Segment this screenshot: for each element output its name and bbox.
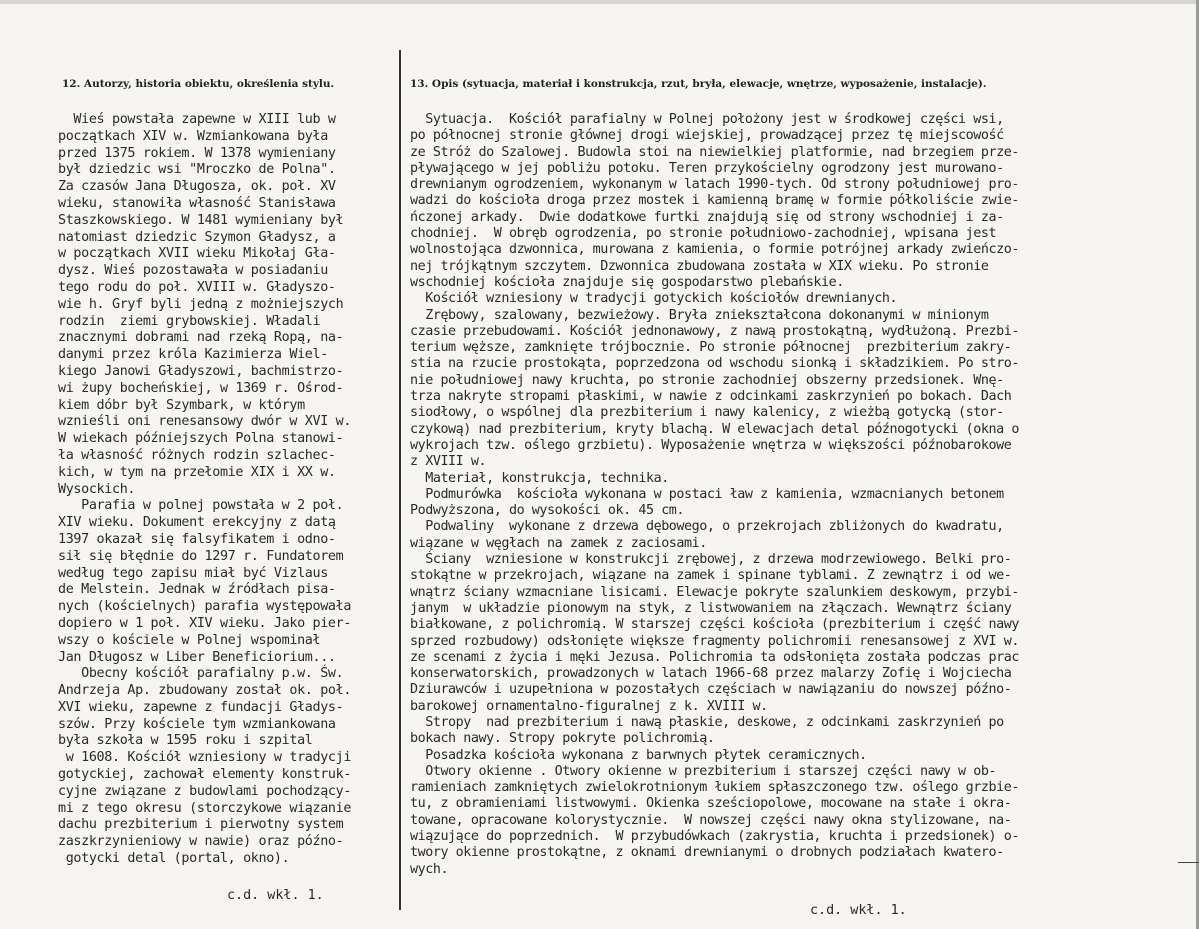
description-text-line: wnątrz ściany wzmacniane lisicami. Elewacje pokryte szalunkiem deskowym, przybi- xyxy=(410,584,1019,600)
description-text-line: wiązane w węgłach na zamek z zaciosami. xyxy=(410,535,707,551)
history-text-line: Za czasów Jana Długosza, ok. poł. XV xyxy=(58,179,336,195)
history-text-line: w 1608. Kościół wzniesiony w tradycji xyxy=(58,750,352,766)
scan-edge-top xyxy=(0,0,1199,4)
description-text-line: z XVIII w. xyxy=(410,454,487,470)
history-text-line: ła własność różnych rodzin szlachec- xyxy=(58,447,336,463)
history-text-line: XVI wieku, zapewne z fundacji Gładys- xyxy=(58,699,344,715)
continuation-note-left: c.d. wkł. 1. xyxy=(227,888,324,903)
description-text-line: sprzed rozbudowy) odsłonięte większe fragmenty polichromii renesansowej z XVI w. xyxy=(410,633,1019,649)
history-text-line: mi z tego okresu (storczykowe wiązanie xyxy=(58,800,352,816)
history-text-line: zaszkrzynieniowy w nawie) oraz późno- xyxy=(58,834,344,850)
history-text-line: Obecny kościół parafialny p.w. Św. xyxy=(58,666,344,682)
history-text-line: de Melstein. Jednak w źródłach pisa- xyxy=(58,582,336,598)
history-text-line: W wiekach późniejszych Polna stanowi- xyxy=(58,431,344,447)
history-text-line: Andrzeja Ap. zbudowany został ok. poł. xyxy=(58,683,352,699)
description-text-line: siodłowy, o wspólnej dla prezbiterium i nawy kalenicy, z wieżbą gotycką (stor- xyxy=(410,405,1004,421)
description-text-line: Stropy nad prezbiterium i nawą płaskie, deskowe, z odcinkami zaskrzynień po xyxy=(410,714,1004,730)
description-text-line: stokątne w przekrojach, wiązane na zamek i spinane tyblami. Z zewnątrz i od we- xyxy=(410,568,1012,584)
description-text-line: konserwatorskich, prowadzonych w latach 1966-68 przez malarzy Zofię i Wojciecha xyxy=(410,666,1012,682)
history-text-line: kiem dóbr był Szymbark, w którym xyxy=(58,397,305,413)
history-text-line: szów. Przy kościele tym wzmiankowana xyxy=(58,716,336,732)
description-text-line: Kościół wzniesiony w tradycji gotyckich kościołów drewnianych. xyxy=(410,291,898,307)
history-text-line: natomiast dziedzic Szymon Gładysz, a xyxy=(58,229,336,245)
section-13-heading: 13. Opis (sytuacja, materiał i konstrukcja, rzut, bryła, elewacje, wnętrze, wyposażenie, instalacje). xyxy=(410,78,987,90)
description-text-line: terium węższe, zamknięte trójbocznie. Po stronie północnej prezbiterium zakry- xyxy=(410,340,1012,356)
history-text-line: Staszkowskiego. W 1481 wymieniany był xyxy=(58,212,344,228)
history-text-line: wie h. Gryf byli jedną z możniejszych xyxy=(58,296,344,312)
description-text-line: wolnostojąca dzwonnica, murowana z kamienia, o formie potrójnej arkady zwieńczo- xyxy=(410,242,1019,258)
history-text-line: według tego zapisu miał być Vizlaus xyxy=(58,565,328,581)
description-text-line: Materiał, konstrukcja, technika. xyxy=(410,470,669,486)
description-text-line: wadzi do kościoła droga przez mostek i kamienną bramę w formie półkoliście zwie- xyxy=(410,193,1019,209)
description-text-line: nej trójkątnym szczytem. Dzwonnica zbudowana została w XIX wieku. Po stronie xyxy=(410,258,989,274)
history-text-line: XIV wieku. Dokument erekcyjny z datą xyxy=(58,515,336,531)
history-text-line: Wieś powstała zapewne w XIII lub w xyxy=(58,112,336,127)
description-text-line: nie południowej nawy kruchta, po stronie zachodniej obszerny przedsionek. Wnę- xyxy=(410,372,1004,388)
history-text-line: początkach XIV w. Wzmiankowana była xyxy=(58,128,328,144)
description-text-line: twory okienne prostokątne, z oknami drewnianymi o drobnych podziałach kwatero- xyxy=(410,845,1004,861)
description-text-line: Dziurawców i uzupełniona w pozostałych częściach w nawiązaniu do nowszej późno- xyxy=(410,682,1012,698)
history-text-line: sił się błędnie do 1297 r. Fundatorem xyxy=(58,548,344,564)
history-text-line: rodzin ziemi grybowskiej. Władali xyxy=(58,313,321,329)
history-text-line: cyjne związane z budowlami pochodzący- xyxy=(58,783,352,799)
history-text-line: gotyckiej, zachował elementy konstruk- xyxy=(58,767,352,783)
description-text-line: barokowej ornamentalno-figuralnej z k. XVIII w. xyxy=(410,698,768,714)
history-text-line: był dziedzic wsi "Mroczko de Polna". xyxy=(58,162,336,178)
description-text-line: Otwory okienne . Otwory okienne w prezbiterium i starszej części nawy w ob- xyxy=(410,763,997,779)
section-12-heading: 12. Autorzy, historia obiektu, określenia stylu. xyxy=(62,78,335,90)
history-text-line: znacznymi dobrami nad rzeką Ropą, na- xyxy=(58,330,344,346)
history-text-line: dopiero w 1 poł. XIV wieku. Jako pier- xyxy=(58,615,352,631)
history-text-line: wznieśli oni renesansowy dwór w XVI w. xyxy=(58,414,352,430)
description-text-line: ńczonej arkady. Dwie dodatkowe furtki znajdują się od strony wschodniej i za- xyxy=(410,209,1004,225)
description-text-line: drewnianym ogrodzeniem, wykonanym w latach 1990-tych. Od strony południowej pro- xyxy=(410,177,1019,193)
description-text-line: pływającego w jej pobliżu potoku. Teren przykościelny ogrodzony jest murowano- xyxy=(410,160,1004,176)
history-text-line: danymi przez króla Kazimierza Wiel- xyxy=(58,347,328,363)
history-text-line: tego rodu do poł. XVIII w. Gładyszo- xyxy=(58,279,336,295)
history-text-line: dysz. Wieś pozostawała w posiadaniu xyxy=(58,263,328,279)
history-text-line: nych (kościelnych) parafia występowała xyxy=(58,599,352,615)
margin-mark xyxy=(1178,862,1199,863)
continuation-note-right: c.d. wkł. 1. xyxy=(810,903,907,918)
description-text-line: stia na rzucie prostokąta, poprzedzona od wschodu sionką i składzikiem. Po stro- xyxy=(410,356,1019,372)
description-text-line: ramieniach zamkniętych zwielokrotnionym łukiem spłaszczonego tzw. oślego grzbie- xyxy=(410,780,1019,796)
description-text-line: ze scenami z życia i męki Jezusa. Polichromia ta odsłonięta została podczas prac xyxy=(410,649,1019,665)
description-column xyxy=(410,112,1125,878)
history-text-line: wszy o kościele w Polnej wspominał xyxy=(58,632,321,648)
description-text-line: Podwaliny wykonane z drzewa dębowego, o przekrojach zbliżonych do kwadratu, xyxy=(410,519,1004,535)
description-text-line: Podwyższona, do wysokości ok. 45 cm. xyxy=(410,503,685,519)
history-text-line: Parafia w polnej powstała w 2 poł. xyxy=(58,498,344,514)
description-text-line: chodniej. W obręb ogrodzenia, po stronie południowo-zachodniej, wpisana jest xyxy=(410,226,997,242)
description-text-line: trza nakryte stropami płaskimi, w nawie z odcinkami zaskrzynień po bokach. Dach xyxy=(410,389,1012,405)
history-text-line: kiego Janowi Gładyszowi, bachmistrzo- xyxy=(58,363,344,379)
description-text-line: Ściany wzniesione w konstrukcji zrębowej, z drzewa modrzewiowego. Belki pro- xyxy=(410,552,1012,568)
column-divider xyxy=(399,50,401,910)
history-text-line: była szkoła w 1595 roku i szpital xyxy=(58,733,313,749)
history-text-line: Jan Długosz w Liber Beneficiorium... xyxy=(58,649,336,665)
description-text-line: janym w układzie pionowym na styk, z listwowaniem na złączach. Wewnątrz ściany xyxy=(410,600,1012,616)
description-text-line: wykrojach tzw. oślego grzbietu). Wyposażenie wnętrza w większości późnobarokowe xyxy=(410,437,1012,453)
history-text-line: w początkach XVII wieku Mikołaj Gła- xyxy=(58,246,336,262)
description-text-line: ze Stróż do Szalowej. Budowla stoi na niewielkiej platformie, nad brzegiem prze- xyxy=(410,144,1019,160)
history-text-line: wieku, stanowiła własność Stanisława xyxy=(58,195,336,211)
description-text-line: Posadzka kościoła wykonana z barwnych płytek ceramicznych. xyxy=(410,747,867,763)
description-text-line: czasie przebudowami. Kościół jednonawowy, z nawą prostokątną, wydłużoną. Prezbi- xyxy=(410,323,1019,339)
description-text-line: białkowane, z polichromią. W starszej części kościoła (prezbiterium i część nawy xyxy=(410,617,1019,633)
description-text-line: Zrębowy, szalowany, bezwieżowy. Bryła zniekształcona dokonanymi w minionym xyxy=(410,307,989,323)
history-column xyxy=(58,112,388,868)
description-text-line: tu, z obramieniami listwowymi. Okienka sześciopolowe, mocowane na stałe i okra- xyxy=(410,796,1012,812)
description-text-line: wschodniej kościoła znajduje się gospodarstwo plebańskie. xyxy=(410,274,844,290)
description-text-line: towane, opracowane kolorystycznie. W nowszej części nawy okna stylizowane, na- xyxy=(410,812,1012,828)
history-text-line: gotycki detal (portal, okno). xyxy=(58,851,290,867)
description-text-line: bokach nawy. Stropy pokryte polichromią. xyxy=(410,731,715,747)
history-text-line: dachu prezbiterium i pierwotny system xyxy=(58,817,344,833)
description-text-line: po północnej stronie głównej drogi wiejskiej, prowadzącej przez tę miejscowość xyxy=(410,128,1004,144)
history-text-line: przed 1375 rokiem. W 1378 wymieniany xyxy=(58,145,336,161)
description-text-line: wych. xyxy=(410,861,449,877)
description-text-line: Sytuacja. Kościół parafialny w Polnej położony jest w środkowej części wsi, xyxy=(410,112,1004,127)
description-text-line: wiązujące do poprzednich. W przybudówkach (zakrystia, kruchta i przedsionek) o- xyxy=(410,829,1019,845)
description-text-line: czykową) nad prezbiterium, kryty blachą. W elewacjach detal późnogotycki (okna o xyxy=(410,421,1019,437)
history-text-line: 1397 okazał się falsyfikatem i odno- xyxy=(58,531,336,547)
history-text-line: Wysockich. xyxy=(58,481,136,497)
history-text-line: wi żupy bocheńskiej, w 1369 r. Ośrod- xyxy=(58,380,344,396)
description-text-line: Podmurówka kościoła wykonana w postaci ław z kamienia, wzmacnianych betonem xyxy=(410,486,1004,502)
history-text-line: kich, w tym na przełomie XIX i XX w. xyxy=(58,464,336,480)
